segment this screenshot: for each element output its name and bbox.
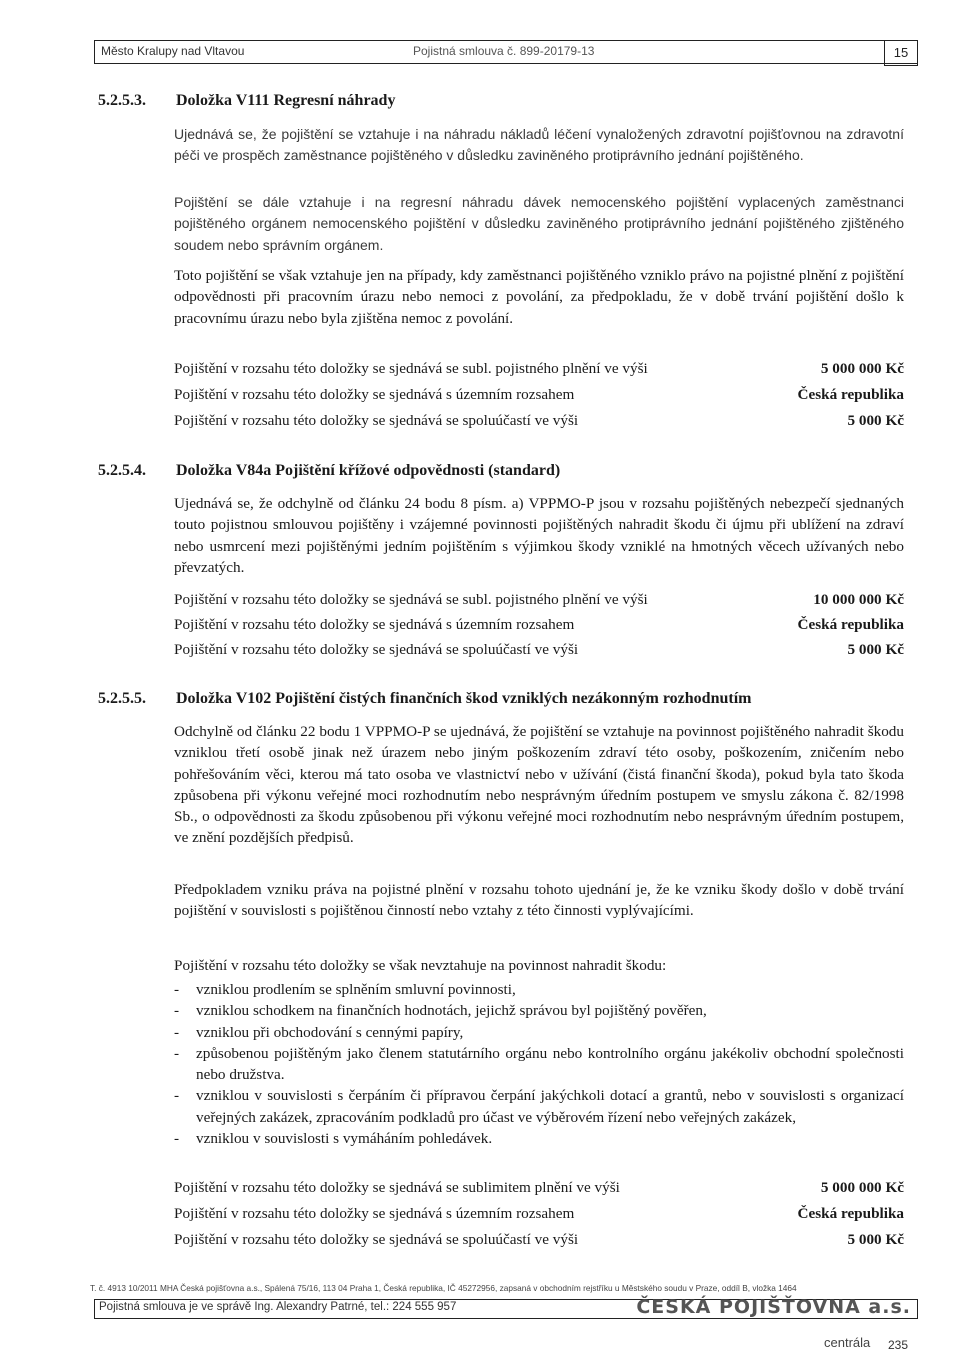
limit-value: Česká republika <box>797 616 904 633</box>
section-title: Doložka V102 Pojištění čistých finančních škod vzniklých nezákonným rozhodnutím <box>176 690 752 707</box>
section-number: 5.2.5.5. <box>98 690 146 707</box>
footer-page-number: 235 <box>888 1338 909 1352</box>
s1-paragraph-3: Toto pojištění se však vztahuje jen na případy, kdy zaměstnanci pojištěného vzniklo právo na pojistné plnění z pojištění odpovědnosti při pracovním úrazu nebo nemoci z povolání, za předpokladu, že v době trvání pojištění došlo k pracovnímu úrazu nebo byla zjištěna nemoc z povolání. <box>174 267 904 327</box>
section-title: Doložka V111 Regresní náhrady <box>176 92 396 109</box>
s1-territory-row <box>174 384 904 406</box>
limit-value: 5 000 Kč <box>847 641 904 658</box>
s2-limit-row <box>174 589 904 611</box>
s2-paragraph-1: Ujednává se, že odchylně od článku 24 bodu 8 písm. a) VPPMO-P jsou v rozsahu pojištěných nebezpečí sjednaných touto pojistnou smlouvou pojištěny i vzájemné povinnosti pojištěných nahradit škodu či újmu při ublížení na zdraví nebo usmrcení mezi pojištěnými jedním pojištěním s výjimkou škody vzniklé na hmotných věcech užívaných nebo převzatých. <box>174 495 904 576</box>
footer-legal-text: T. č. 4913 10/2011 MHA Česká pojišťovna a.s., Spálená 75/16, 113 04 Praha 1, Česká republika, IČ 45272956, zapsaná v obchodním rejstříku u Městského soudu v Praze, oddíl B, vložka 1464 <box>90 1283 797 1293</box>
limit-value: Česká republika <box>797 1205 904 1222</box>
page-header <box>94 40 917 64</box>
s1-deductible-row <box>174 410 904 432</box>
limit-value: 10 000 000 Kč <box>813 591 904 608</box>
limit-value: 5 000 Kč <box>847 412 904 429</box>
s2-territory-row <box>174 614 904 636</box>
limit-value: 5 000 000 Kč <box>820 360 904 377</box>
s3-deductible-row <box>174 1229 904 1251</box>
limit-label: Pojištění v rozsahu této doložky se sjednává s územním rozsahem <box>174 616 575 633</box>
bullet-dash: - <box>174 1130 180 1148</box>
section-title: Doložka V84a Pojištění křížové odpovědnosti (standard) <box>176 462 561 479</box>
exclusions-list <box>174 979 904 1149</box>
s3-limit-row <box>174 1177 904 1199</box>
s3-paragraph-2: Předpokladem vzniku práva na pojistné plnění v rozsahu tohoto ujednání je, že ke vzniku škody došlo v době trvání pojištění v souvislosti s pojištěnou činností nebo vztahy z této činnosti vyplývajícími. <box>174 881 904 920</box>
s3-paragraph-1: Odchylně od článku 22 bodu 1 VPPMO-P se ujednává, že pojištění se vztahuje na povinnost pojištěného nahradit škodu vzniklou třetí osobě jinak než úrazem nebo jiným poškozením zdraví této osoby, poškozením, zničením nebo pohřešováním věci, kterou má tato osoba ve vlastnictví nebo v užívání (čistá finanční škoda), pokud byla tato škoda způsobena při výkonu veřejné moci rozhodnutím nebo nesprávným úředním postupem ve smyslu zákona č. 82/1998 Sb., o odpovědnosti za škodu způsobenou při výkonu veřejné moci rozhodnutím nebo nesprávným úředním postupem, ve znění pozdějších předpisů. <box>174 723 904 847</box>
limit-label: Pojištění v rozsahu této doložky se sjednává se sublimitem plnění ve výši <box>174 1179 620 1196</box>
limit-value: 5 000 Kč <box>847 1231 904 1248</box>
s2-deductible-row <box>174 639 904 661</box>
list-item: - vzniklou v souvislosti s čerpáním či přípravou čerpání jakýchkoli dotací a grantů, nebo v souvislosti s organizací veřejných zakázek, zpracováním podkladů pro účast ve výběrovém řízení nebo veřejných zakázek, <box>174 1087 904 1126</box>
header-contract-number: Pojistná smlouva č. 899-20179-13 <box>413 44 595 58</box>
footer-admin-text: Pojistná smlouva je ve správě Ing. Alexandry Patrné, tel.: 224 555 957 <box>99 1301 457 1313</box>
bullet-dash: - <box>174 1023 180 1041</box>
limit-label: Pojištění v rozsahu této doložky se sjednává se subl. pojistného plnění ve výši <box>174 360 648 377</box>
section-number: 5.2.5.4. <box>98 462 146 479</box>
bullet-dash: - <box>174 1002 180 1020</box>
bullet-dash: - <box>174 981 180 998</box>
list-item: - vzniklou prodlením se splněním smluvní povinnosti, <box>174 979 904 1000</box>
company-stamp: ČESKÁ POJIŠŤOVNA a.s. <box>636 1296 911 1318</box>
s3-territory-row <box>174 1203 904 1225</box>
footer-admin-box <box>94 1296 918 1319</box>
list-item: - způsobenou pojištěným jako členem statutárního orgánu nebo kontrolního orgánu jakékoliv obchodní společnosti nebo družstva. <box>174 1044 904 1084</box>
s3-paragraph-3: Pojištění v rozsahu této doložky se však nevztahuje na povinnost nahradit škodu: <box>174 957 667 974</box>
bullet-dash: - <box>174 1044 180 1062</box>
s1-paragraph-2: Pojištění se dále vztahuje i na regresní náhradu dávek nemocenského pojištění vyplacených zaměstnanci pojištěného orgánem nemocenského pojištění v důsledku zaviněného protiprávního jednání pojištěného zjištěného soudem nebo správním orgánem. <box>174 194 904 253</box>
limit-label: Pojištění v rozsahu této doložky se sjednává s územním rozsahem <box>174 386 575 403</box>
limit-label: Pojištění v rozsahu této doložky se sjednává se spoluúčastí ve výši <box>174 412 579 429</box>
section-number: 5.2.5.3. <box>98 92 146 109</box>
stamp-centrale: centrála <box>824 1335 871 1350</box>
list-item: - vzniklou v souvislosti s vymáháním pohledávek. <box>174 1128 904 1149</box>
list-item: - vzniklou při obchodování s cennými papíry, <box>174 1022 904 1043</box>
limit-label: Pojištění v rozsahu této doložky se sjednává se subl. pojistného plnění ve výši <box>174 591 648 608</box>
bullet-dash: - <box>174 1087 180 1105</box>
limit-label: Pojištění v rozsahu této doložky se sjednává s územním rozsahem <box>174 1205 575 1222</box>
limit-label: Pojištění v rozsahu této doložky se sjednává se spoluúčastí ve výši <box>174 641 579 658</box>
header-page-number: 15 <box>884 40 918 66</box>
list-item: - vzniklou schodkem na finančních hodnotách, jejichž správou byl pojištěný pověřen, <box>174 1000 904 1021</box>
header-city: Město Kralupy nad Vltavou <box>101 44 245 58</box>
s1-limit-row <box>174 358 904 380</box>
limit-label: Pojištění v rozsahu této doložky se sjednává se spoluúčastí ve výši <box>174 1231 579 1248</box>
s1-paragraph-1: Ujednává se, že pojištění se vztahuje i na náhradu nákladů léčení vynaložených zdravotní pojišťovnou na zdravotní péči ve prospěch zaměstnance pojištěného v důsledku zaviněného protiprávního jednání pojištěného. <box>174 126 904 164</box>
limit-value: Česká republika <box>797 386 904 403</box>
limit-value: 5 000 000 Kč <box>820 1179 904 1196</box>
